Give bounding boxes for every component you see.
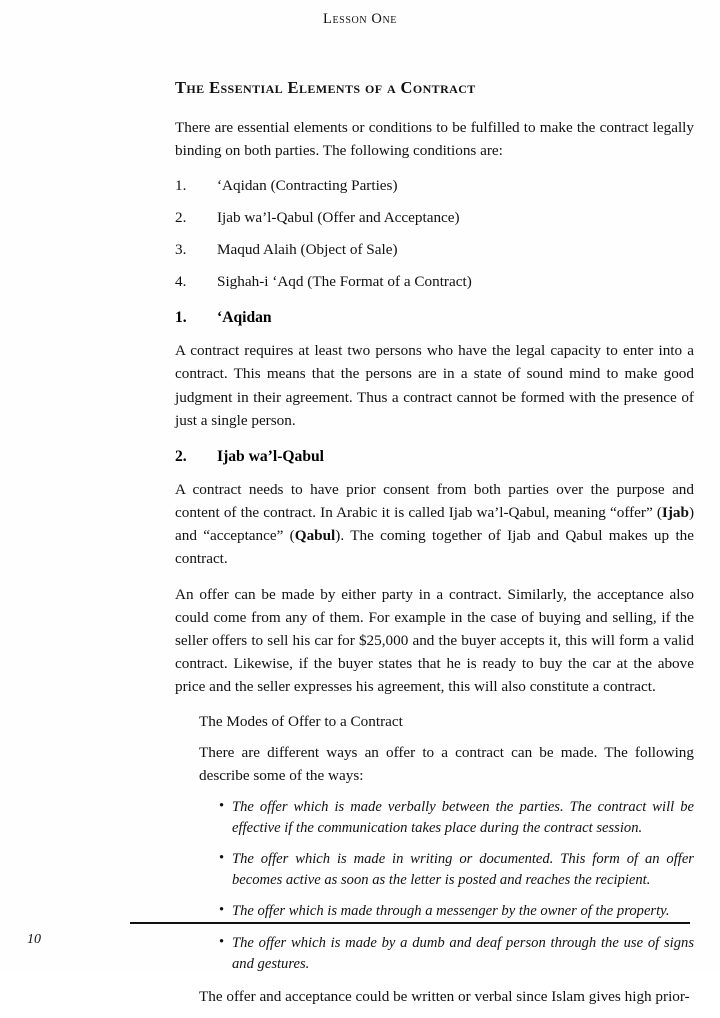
page-number: 10 (27, 932, 41, 947)
modes-bullet-list (175, 797, 694, 975)
list-item (175, 207, 694, 229)
page-content (175, 78, 694, 1018)
list-item (219, 901, 694, 922)
list-item-number: 1. (175, 177, 187, 195)
paragraph-text-c: ). The coming together of Ijab and Qabul makes up the contract. (175, 526, 695, 567)
subsection-2-paragraph-2: An offer can be made by either party in a contract. Similarly, the acceptance also could come from any of them. For example in the case of buying and selling, if the seller offers to sell his car for $25,000 and the buyer accepts it, this will form a valid contract. Likewise, if the buyer states that he is ready to buy the car at the above price and the seller expresses his agreement, this will also constitute a contract. (175, 586, 694, 696)
bullet-icon: • (219, 933, 225, 950)
subsection-2-paragraph-1 (175, 478, 694, 570)
subsection-1-paragraph: A contract requires at least two persons who have the legal capacity to enter into a contract. This means that the persons are in a state of sound mind to make good judgment in their agreement. Thus a contract cannot be formed with the presence of just a single person. (175, 342, 694, 429)
subsection-2-number: 2. (175, 447, 187, 465)
emphasis-ijab: Ijab (661, 503, 689, 521)
subsection-1-heading (175, 309, 694, 327)
list-item-number: 3. (175, 241, 187, 259)
modes-heading: The Modes of Offer to a Contract (199, 712, 403, 730)
intro-paragraph: There are essential elements or conditions to be fulfilled to make the contract legally binding on both parties. The following conditions are: (175, 119, 694, 160)
bullet-text: The offer which is made in writing or documented. This form of an offer becomes active as soon as the letter is posted and reaches the recipient. (232, 851, 694, 889)
bullet-icon: • (219, 850, 225, 867)
bullet-icon: • (219, 902, 225, 919)
list-item (219, 849, 694, 891)
bullet-text: The offer which is made verbally between the parties. The contract will be effective if the communication takes place during the contract session. (232, 798, 694, 836)
modes-intro: There are different ways an offer to a contract can be made. The following describe some of the ways: (199, 743, 694, 784)
list-item-label: Maqud Alaih (Object of Sale) (217, 241, 398, 259)
bullet-icon: • (219, 797, 225, 814)
list-item-number: 4. (175, 273, 187, 291)
list-item-label: Sighah-i ‘Aqd (The Format of a Contract) (217, 273, 472, 291)
conditions-list (175, 175, 694, 293)
emphasis-qabul: Qabul (294, 526, 336, 544)
closing-paragraph: The offer and acceptance could be written or verbal since Islam gives high prior- (199, 987, 690, 1005)
subsection-2-heading (175, 448, 694, 466)
paragraph-text-b: ) and “acceptance” ( (175, 503, 694, 544)
subsection-1-number: 1. (175, 309, 187, 327)
list-item-label: ‘Aqidan (Contracting Parties) (217, 177, 398, 195)
list-item (219, 933, 694, 975)
list-item (219, 797, 694, 839)
modes-block (175, 741, 694, 787)
subsection-1-title: ‘Aqidan (217, 309, 272, 327)
footer-divider (130, 922, 690, 924)
list-item (175, 239, 694, 261)
closing-block (175, 985, 694, 1008)
bullet-text: The offer which is made through a messenger by the owner of the property. (232, 903, 670, 920)
bullet-text: The offer which is made by a dumb and deaf person through the use of signs and gestures. (232, 934, 694, 972)
paragraph-text-a: A contract needs to have prior consent from both parties over the purpose and content of the contract. In Arabic it is called Ijab wa’l-Qabul, meaning “offer” ( (175, 480, 694, 521)
subsection-2-title: Ijab wa’l-Qabul (217, 447, 325, 465)
running-head: Lesson One (323, 11, 397, 27)
section-heading: The Essential Elements of a Contract (175, 78, 476, 97)
list-item (175, 271, 694, 293)
list-item (175, 175, 694, 197)
list-item-label: Ijab wa’l-Qabul (Offer and Acceptance) (217, 209, 460, 227)
list-item-number: 2. (175, 209, 187, 227)
